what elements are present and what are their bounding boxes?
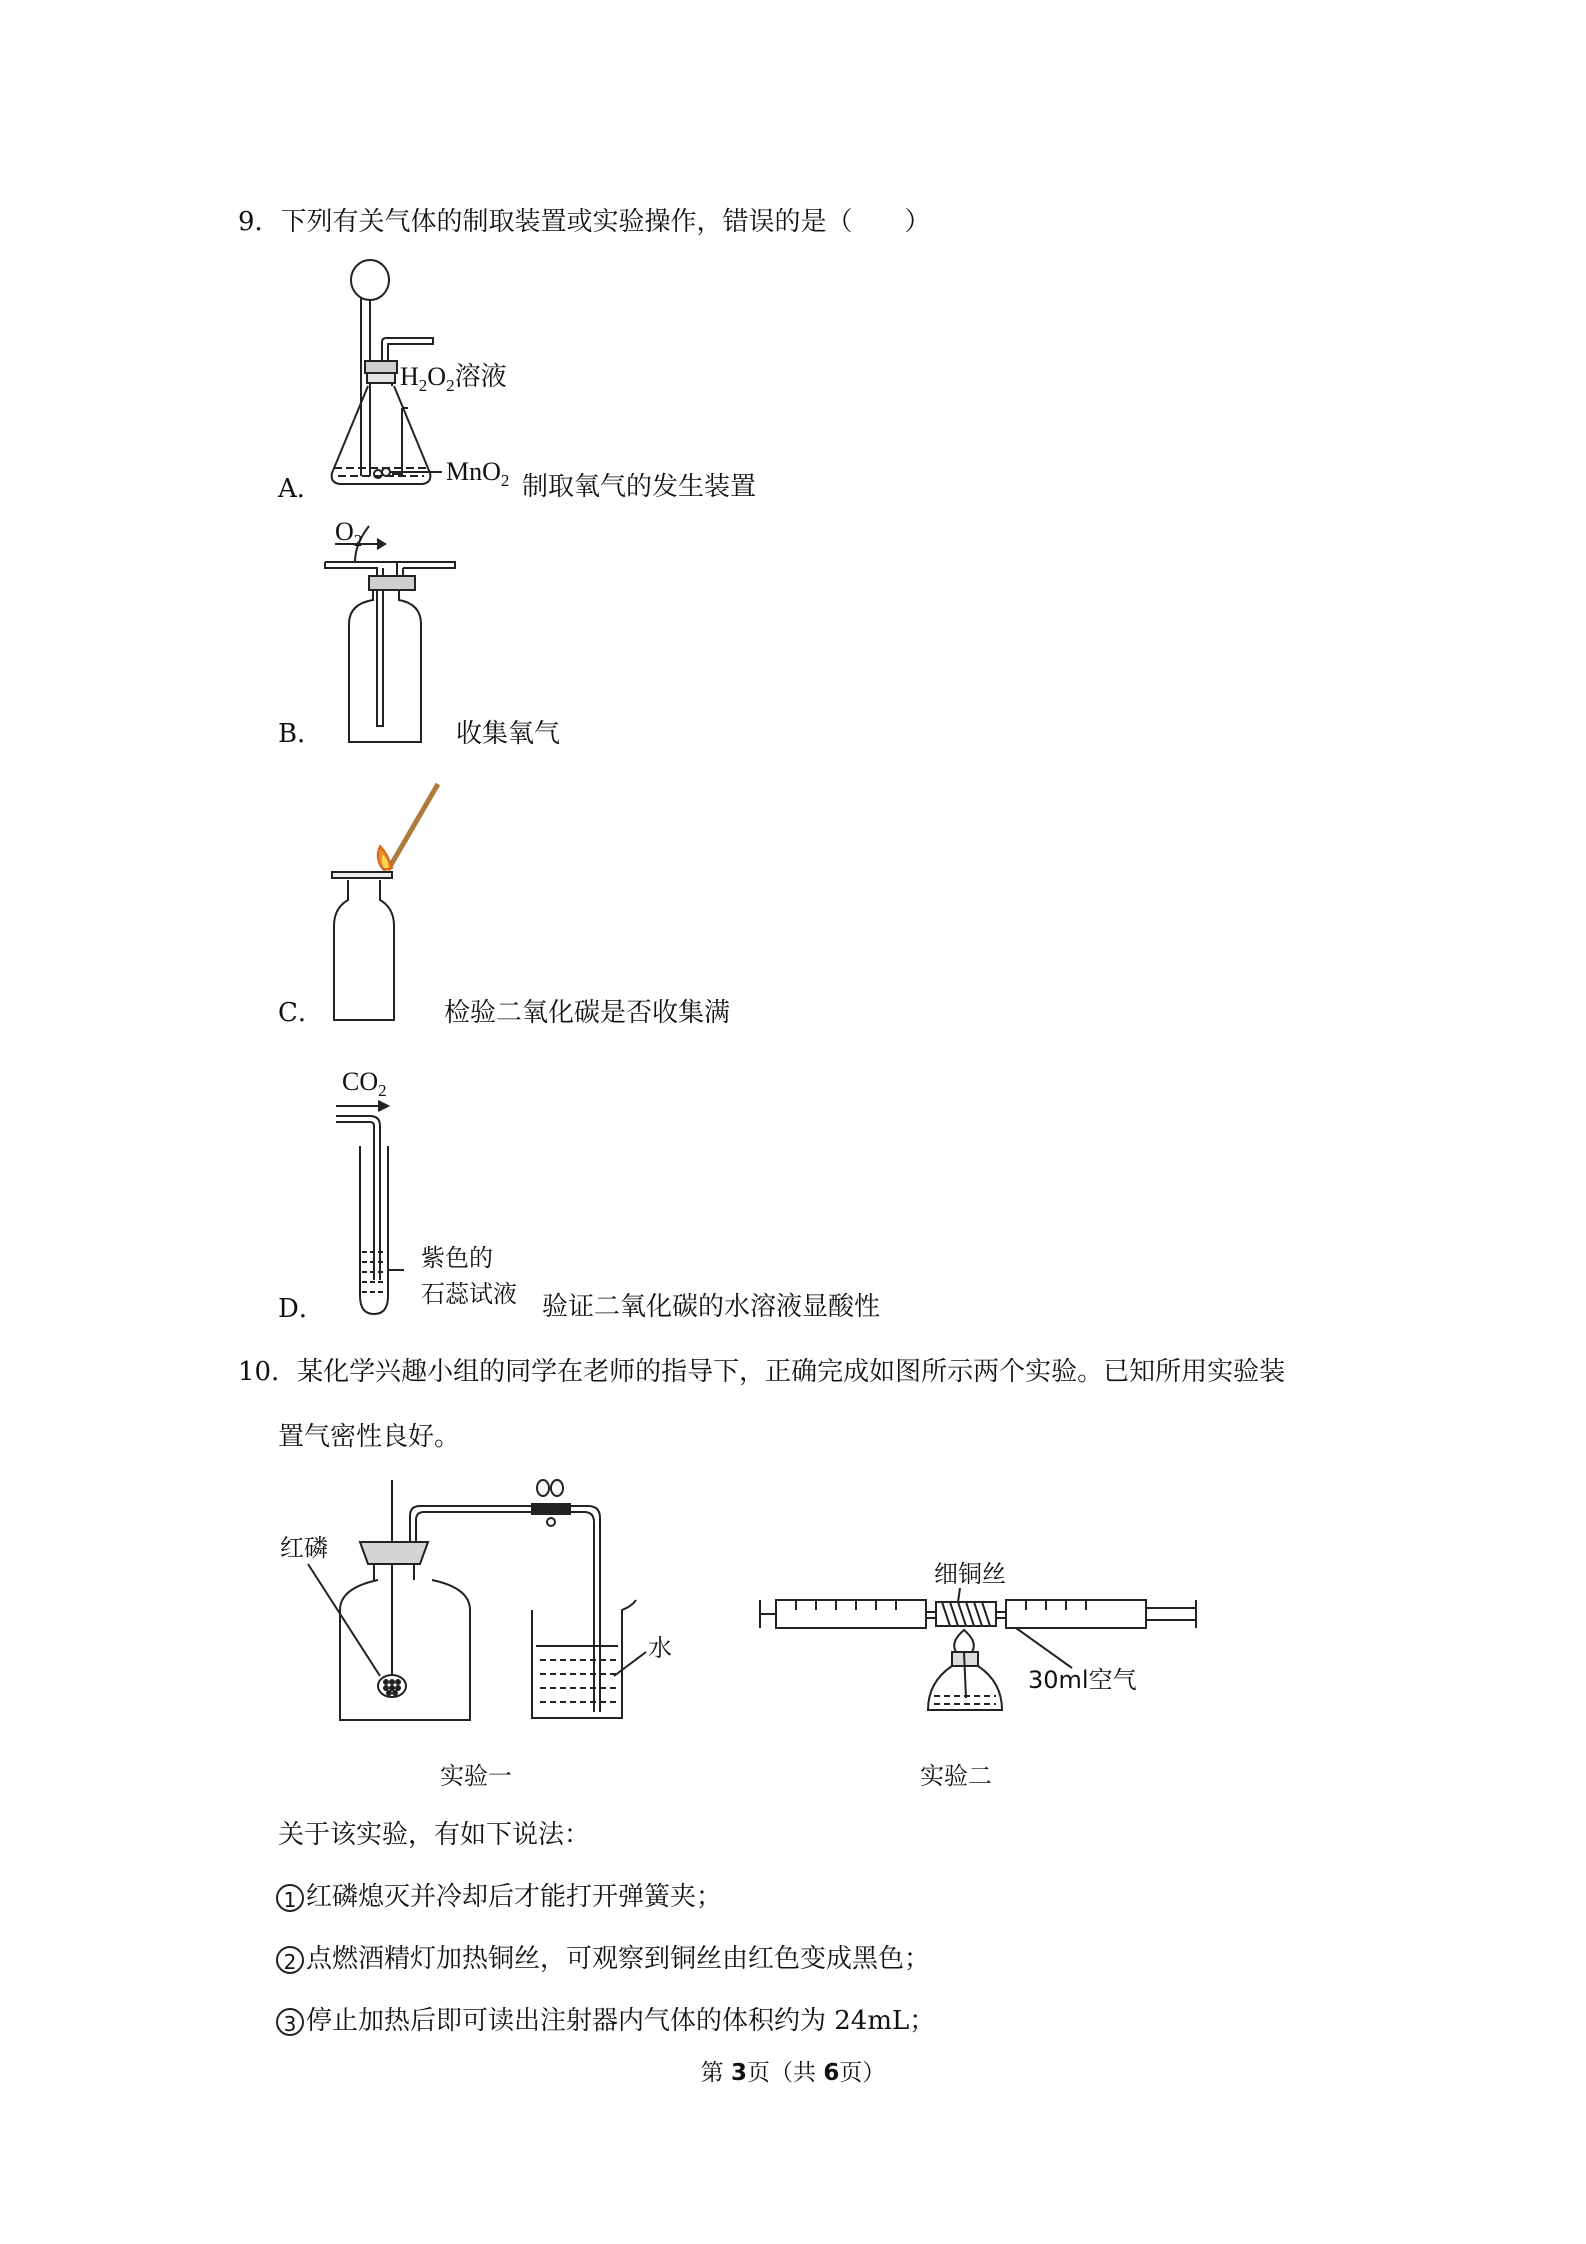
q10-stem-text: 某化学兴趣小组的同学在老师的指导下，正确完成如图所示两个实验。已知所用实验装 [297,1357,1286,1387]
svg-text:H2O2溶液: $H_2O_2$溶液 [400,362,507,395]
svg-text:O2: $O_2$ [335,517,363,550]
svg-text:实验二: 实验二 [920,1762,992,1790]
experiment-two-figure [752,1492,1222,1792]
q9-option-c-letter: C． [278,998,324,1028]
test-tube-litmus-figure [326,1064,556,1324]
q9-option-b-letter: B． [278,719,324,749]
q10-stem-line2: 置气密性良好。 [278,1422,461,1452]
experiment-one-figure [270,1480,690,1790]
q10-statement-3: 3 停止加热后即可读出注射器内气体的体积约为 24mL； [276,2004,935,2038]
page-total: 6 [823,2060,840,2086]
q9-option-b-text: 收集氧气 [456,719,561,749]
svg-text:CO2: $CO_2$ [342,1067,387,1100]
q9-option-c-text: 检验二氧化碳是否收集满 [444,998,731,1028]
gas-collection-bottle-figure [325,516,465,746]
q10-statement-1: 1 红磷熄灭并冷却后才能打开弹簧夹； [276,1880,722,1914]
q9-stem-text: 下列有关气体的制取装置或实验操作，错误的是（ ） [280,207,931,237]
q9-option-a-letter: A． [278,474,323,504]
svg-text:MnO2: MnO$_2$ [446,457,510,490]
svg-text:细铜丝: 细铜丝 [934,1560,1006,1588]
svg-text:紫色的: 紫色的 [421,1244,493,1272]
svg-text:实验一: 实验一 [440,1762,512,1790]
match-test-bottle-figure [328,780,448,1024]
svg-text:水: 水 [648,1634,672,1662]
q9-number: 9． [238,207,281,237]
q10-statement-1-mark: 1 [276,1884,304,1912]
q10-statement-2: 2 点燃酒精灯加热铜丝，可观察到铜丝由红色变成黑色； [276,1942,930,1976]
q9-option-d-text: 验证二氧化碳的水溶液显酸性 [542,1292,881,1322]
page-number: 3 [730,2060,747,2086]
svg-text:30ml空气: 30ml空气 [1028,1666,1137,1694]
q10-stem-line1 [238,1355,1285,1389]
q10-intro: 关于该实验，有如下说法： [278,1820,591,1850]
q10-statement-2-mark: 2 [276,1946,304,1974]
page-footer: 第 3页（共 6页） [700,2060,886,2086]
q10-statement-3-mark: 3 [276,2008,304,2036]
q9-option-a-text: 制取氧气的发生装置 [522,472,757,502]
q10-number: 10． [238,1357,298,1387]
q9-stem [238,205,931,239]
q9-option-d-letter: D． [278,1294,325,1324]
svg-text:红磷: 红磷 [280,1534,328,1562]
svg-text:石蕊试液: 石蕊试液 [421,1280,517,1308]
